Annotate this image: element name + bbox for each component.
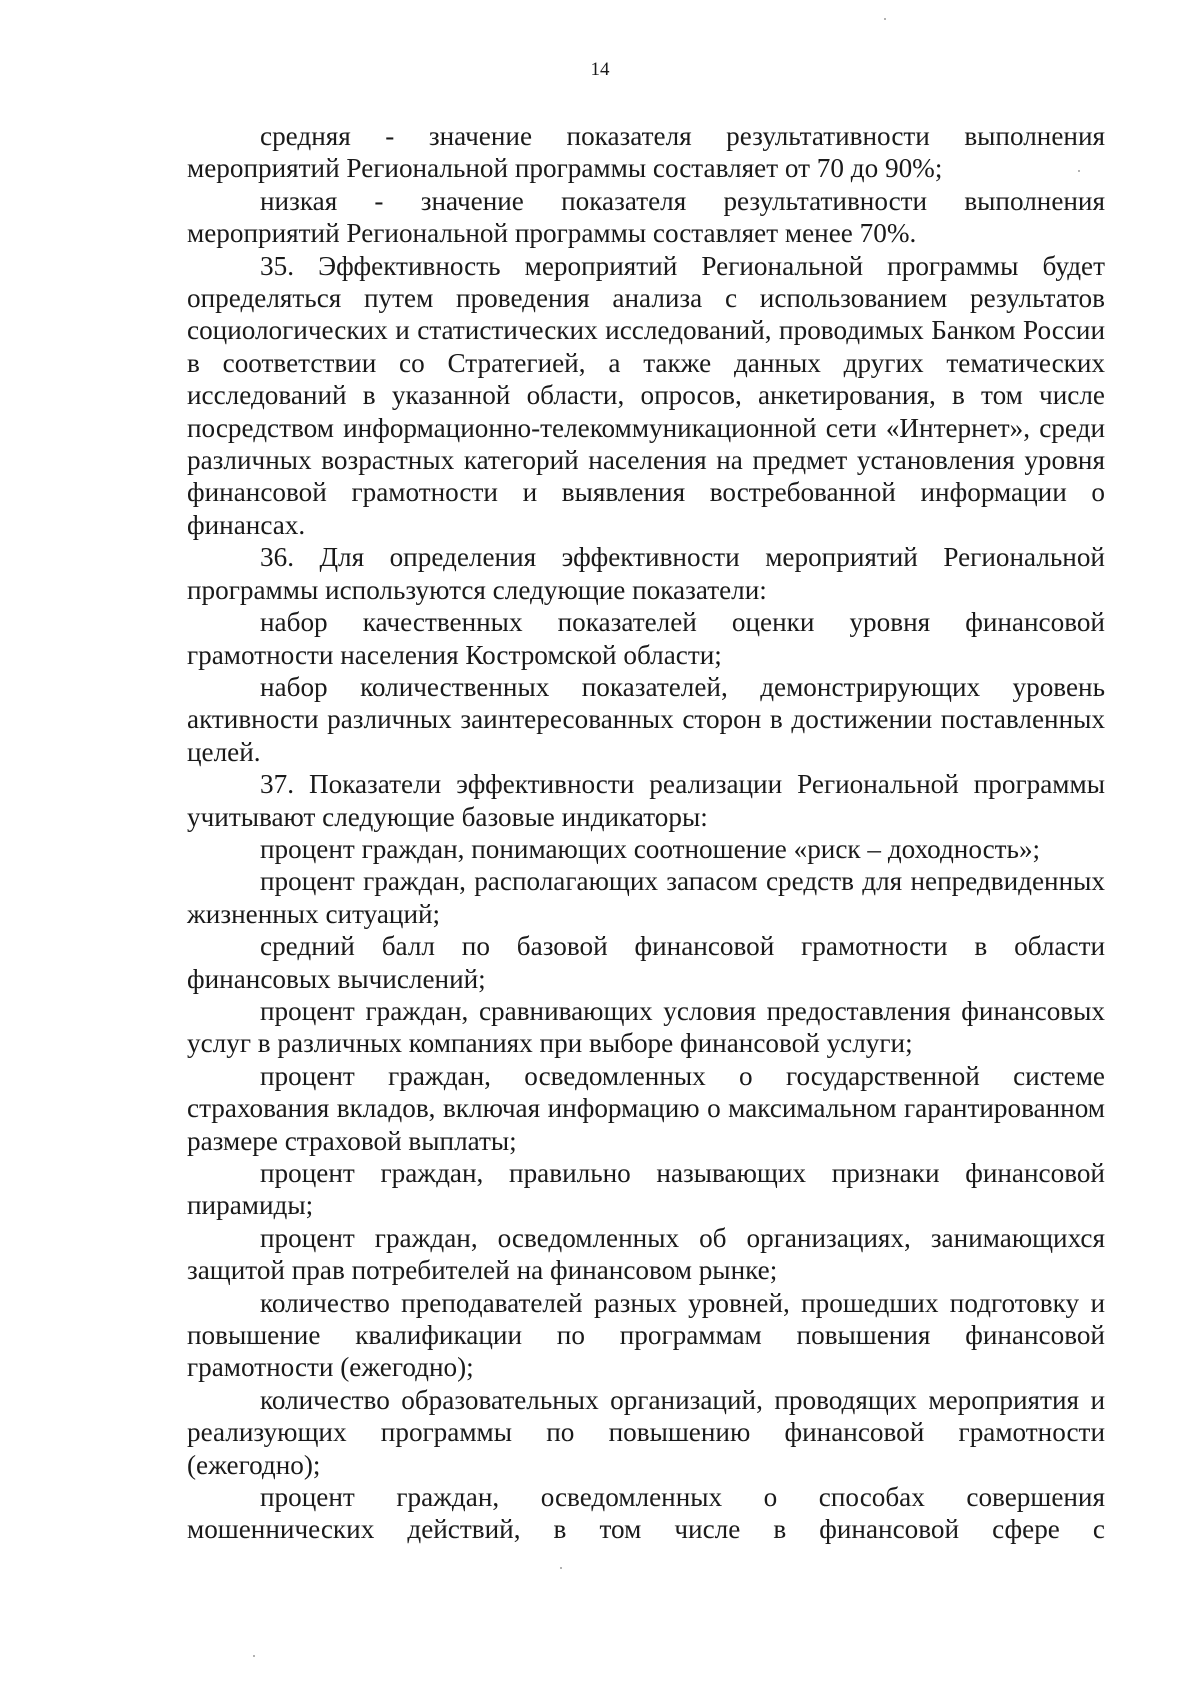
paragraph: средняя - значение показателя результативности выполнения мероприятий Региональной программы составляет от 70 до 90%; (187, 121, 1105, 184)
scan-speck (884, 18, 886, 20)
scan-speck (253, 1655, 255, 1657)
paragraph: низкая - значение показателя результативности выполнения мероприятий Региональной программы составляет менее 70%. (187, 185, 1105, 249)
scan-speck (1078, 170, 1080, 172)
paragraph: процент граждан, располагающих запасом средств для непредвиденных жизненных ситуаций; (187, 866, 1105, 929)
paragraph: процент граждан, сравнивающих условия предоставления финансовых услуг в различных компаниях при выборе финансовой услуги; (187, 995, 1105, 1059)
paragraph: 35. Эффективность мероприятий Региональной программы будет определяться путем проведения анализа с использованием результатов социологических и статистических исследований, проводимых Банком России в соответствии со Стратегией, а также данных других тематических исследований в указанной области, опросов, анкетирования, в том числе посредством информационно-телекоммуникационной сети «Интернет», среди различных возрастных категорий населения на предмет установления уровня финансовой грамотности и выявления востребованной информации о финансах. (187, 250, 1105, 540)
paragraph: средний балл по базовой финансовой грамотности в области финансовых вычислений; (187, 931, 1105, 994)
paragraph: 37. Показатели эффективности реализации Региональной программы учитывают следующие базовые индикаторы: (187, 769, 1105, 832)
page-number: 14 (590, 59, 610, 80)
paragraph: процент граждан, понимающих соотношение «риск – доходность»; (260, 833, 1041, 864)
paragraph: процент граждан, осведомленных о способах совершения мошеннических действий, в том числе в финансовой сфере с (187, 1482, 1105, 1545)
paragraph: количество преподавателей разных уровней, прошедших подготовку и повышение квалификации по программам повышения финансовой грамотности (ежегодно); (187, 1287, 1105, 1383)
scan-speck (560, 1567, 562, 1569)
paragraph: набор количественных показателей, демонстрирующих уровень активности различных заинтересованных сторон в достижении поставленных целей. (187, 671, 1105, 767)
paragraph: количество образовательных организаций, проводящих мероприятия и реализующих программы по повышению финансовой грамотности (ежегодно); (187, 1384, 1105, 1480)
paragraph: набор качественных показателей оценки уровня финансовой грамотности населения Костромской области; (187, 607, 1105, 670)
paragraph: процент граждан, правильно называющих признаки финансовой пирамиды; (187, 1158, 1105, 1221)
paragraph: 36. Для определения эффективности мероприятий Региональной программы используются следующие показатели: (187, 542, 1105, 605)
paragraph: процент граждан, осведомленных о государственной системе страхования вкладов, включая информацию о максимальном гарантированном размере страховой выплаты; (187, 1060, 1105, 1156)
paragraph: процент граждан, осведомленных об организациях, занимающихся защитой прав потребителей на финансовом рынке; (187, 1222, 1105, 1286)
document-body (187, 120, 1105, 1546)
